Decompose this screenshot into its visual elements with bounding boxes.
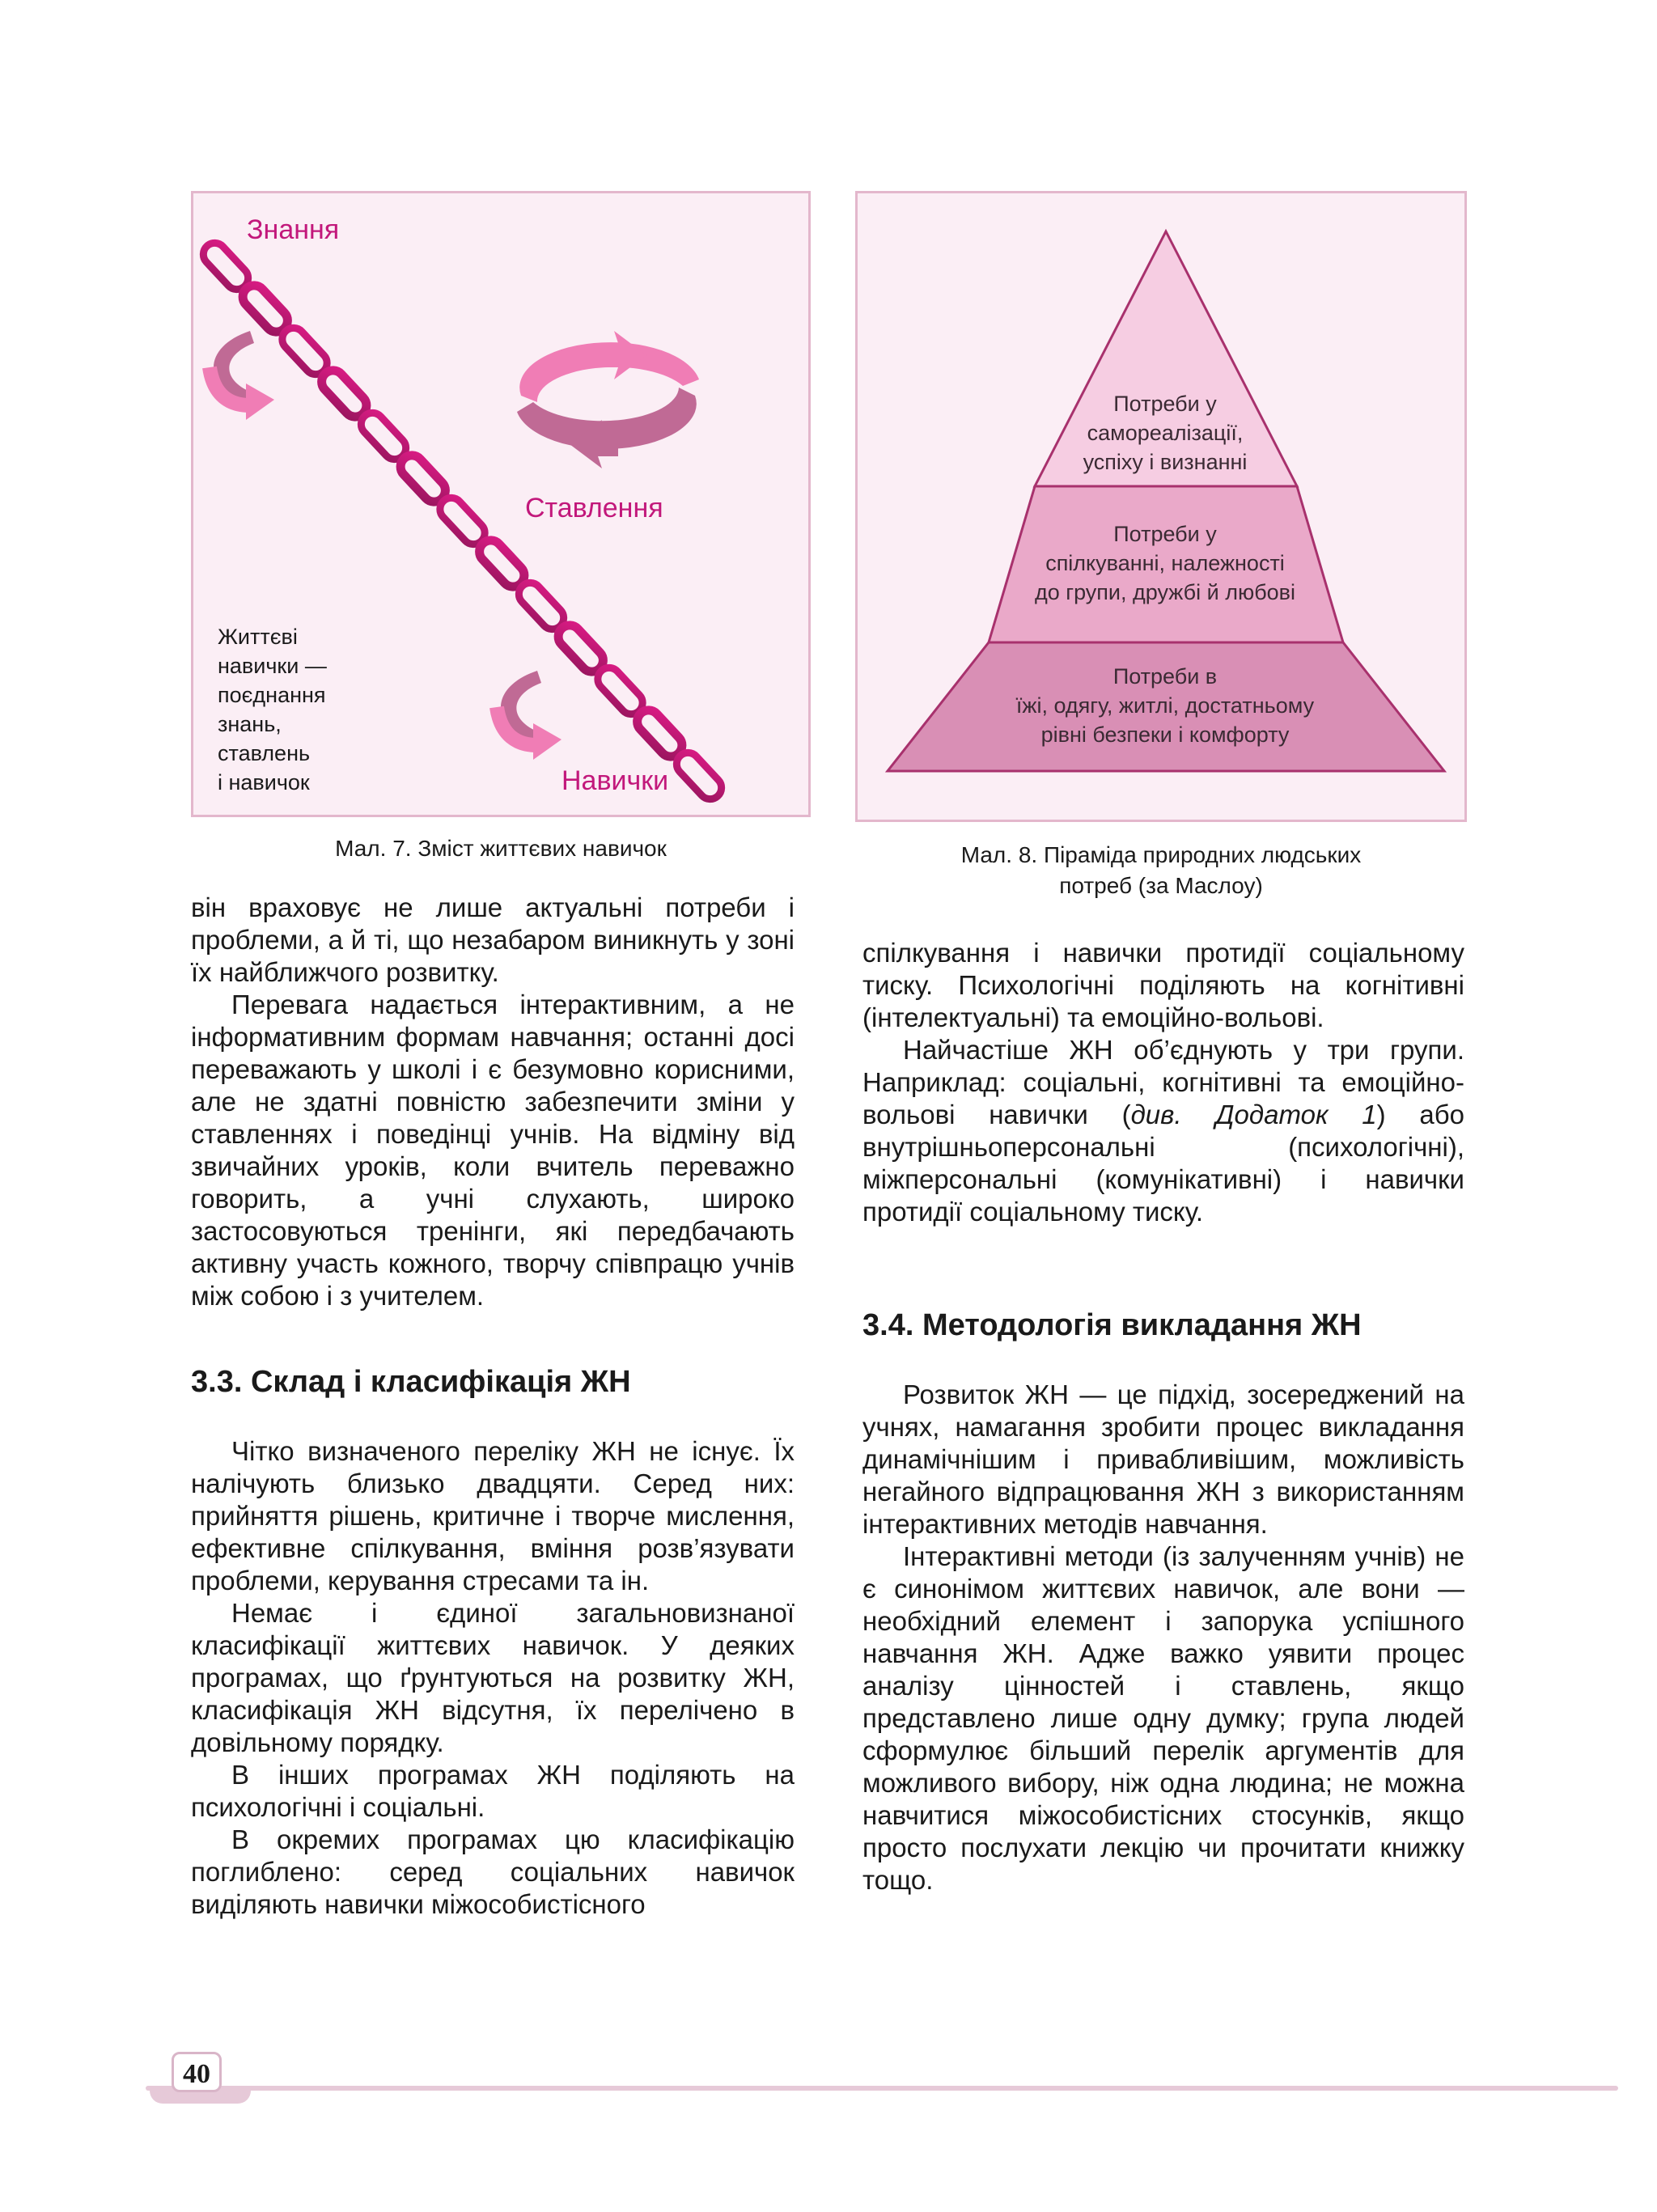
- figure-7-caption: Мал. 7. Зміст життєвих навичок: [335, 836, 667, 861]
- figure-8-caption: Мал. 8. Піраміда природних людських потреб (за Маслоу): [960, 842, 1362, 898]
- paragraph: Перевага надається інтерактивним, а не інформативним формам навчання; останні досі переважають у школі і є безумовно корисними, але не здатні повністю забезпечити зміни у ставленнях і поведінці учнів. На відміну від звичайних уроків, коли вчитель переважно говорить, а учні слухають, широко застосовуються тренінги, які передбачають активну участь кожного, творчу співпрацю учнів між собою і з учителем.: [191, 989, 795, 1311]
- appendix-reference: див. Додаток 1: [1130, 1100, 1377, 1129]
- curved-arrow-icon: [210, 331, 274, 420]
- section-heading-3-4: 3.4. Методологія викладання ЖН: [862, 1308, 1362, 1342]
- footer-line: [146, 2086, 1618, 2091]
- paragraph: Немає і єдиної загальновизнаної класифікації життєвих навичок. У деяких програмах, що ґрунтуються на розвитку ЖН, класифікація ЖН відсутня, їх перелічено в довільному порядку.: [191, 1598, 795, 1757]
- chain-link: [672, 748, 727, 804]
- paragraph: спілкування і навички протидії соціальному тиску. Психологічні поділяють на когнітивні (інтелектуальні) та емоційно-вольові.: [862, 938, 1464, 1032]
- label-knowledge: Знання: [247, 214, 340, 245]
- pyramid-text-top: Потреби у самореалізації, успіху і визнанні: [1083, 392, 1248, 474]
- section-heading-3-3: 3.3. Склад і класифікація ЖН: [191, 1365, 631, 1399]
- pyramid-text-middle: Потреби у спілкуванні, належності до групи, дружбі й любові: [1034, 522, 1296, 604]
- label-skills: Навички: [562, 765, 669, 796]
- page-number: 40: [172, 2052, 222, 2092]
- figure-7-life-skills: [191, 191, 811, 817]
- figure-8-maslow-pyramid: [855, 191, 1467, 822]
- paragraph: він враховує не лише актуальні потреби і проблеми, а й ті, що незабаром виникнуть у зоні їх найближчого розвитку.: [191, 892, 795, 987]
- paragraph: Чітко визначеного переліку ЖН не існує. Їх налічують близько двадцяти. Серед них: прийняття рішень, критичне і творче мислення, ефективне спілкування, вміння розв’язувати проблеми, керування стресами та ін.: [191, 1436, 795, 1595]
- cycle-arrows-icon: [517, 331, 699, 468]
- paragraph: Розвиток ЖН — це підхід, зосереджений на учнях, намагання зробити процес викладання динамічнішим і привабливішим, можливість негайного відпрацювання ЖН з використанням інтерактивних методів навчання.: [862, 1379, 1464, 1539]
- paragraph: В інших програмах ЖН поділяють на психологічні і соціальні.: [191, 1760, 795, 1822]
- paragraph: Інтерактивні методи (із залученням учнів) не є синонімом життєвих навичок, але вони — необхідний елемент і запорука успішного навчання ЖН. Адже важко уявити процес аналізу цінностей і ставлень, якщо представлено лише одну думку; група людей сформулює більший перелік аргументів для можливого вибору, ніж одна людина; не можна навчитися міжособистісних стосунків, якщо просто послухати лекцію чи прочитати книжку тощо.: [862, 1541, 1464, 1895]
- paragraph: В окремих програмах цю класифікацію поглиблено: серед соціальних навичок виділяють навички міжособистісного: [191, 1824, 795, 1919]
- curved-arrow-icon: [497, 671, 562, 760]
- paragraph: Найчастіше ЖН об’єднують у три групи. Наприклад: соціальні, когнітивні та емоційно-вольові навички (див. Додаток 1) або внутрішньоперсональні (психологічні), міжперсональні (комунікативні) і навички протидії соціальному тиску.: [862, 1035, 1465, 1227]
- pyramid-text-bottom: Потреби в їжі, одягу, житлі, достатньому рівні безпеки і комфорту: [1015, 664, 1315, 747]
- label-attitude: Ставлення: [525, 493, 663, 523]
- left-column: [191, 892, 795, 1921]
- side-text: Життєві навички — поєднання знань, ставлень і навичок: [218, 625, 327, 795]
- right-column: [862, 937, 1464, 1896]
